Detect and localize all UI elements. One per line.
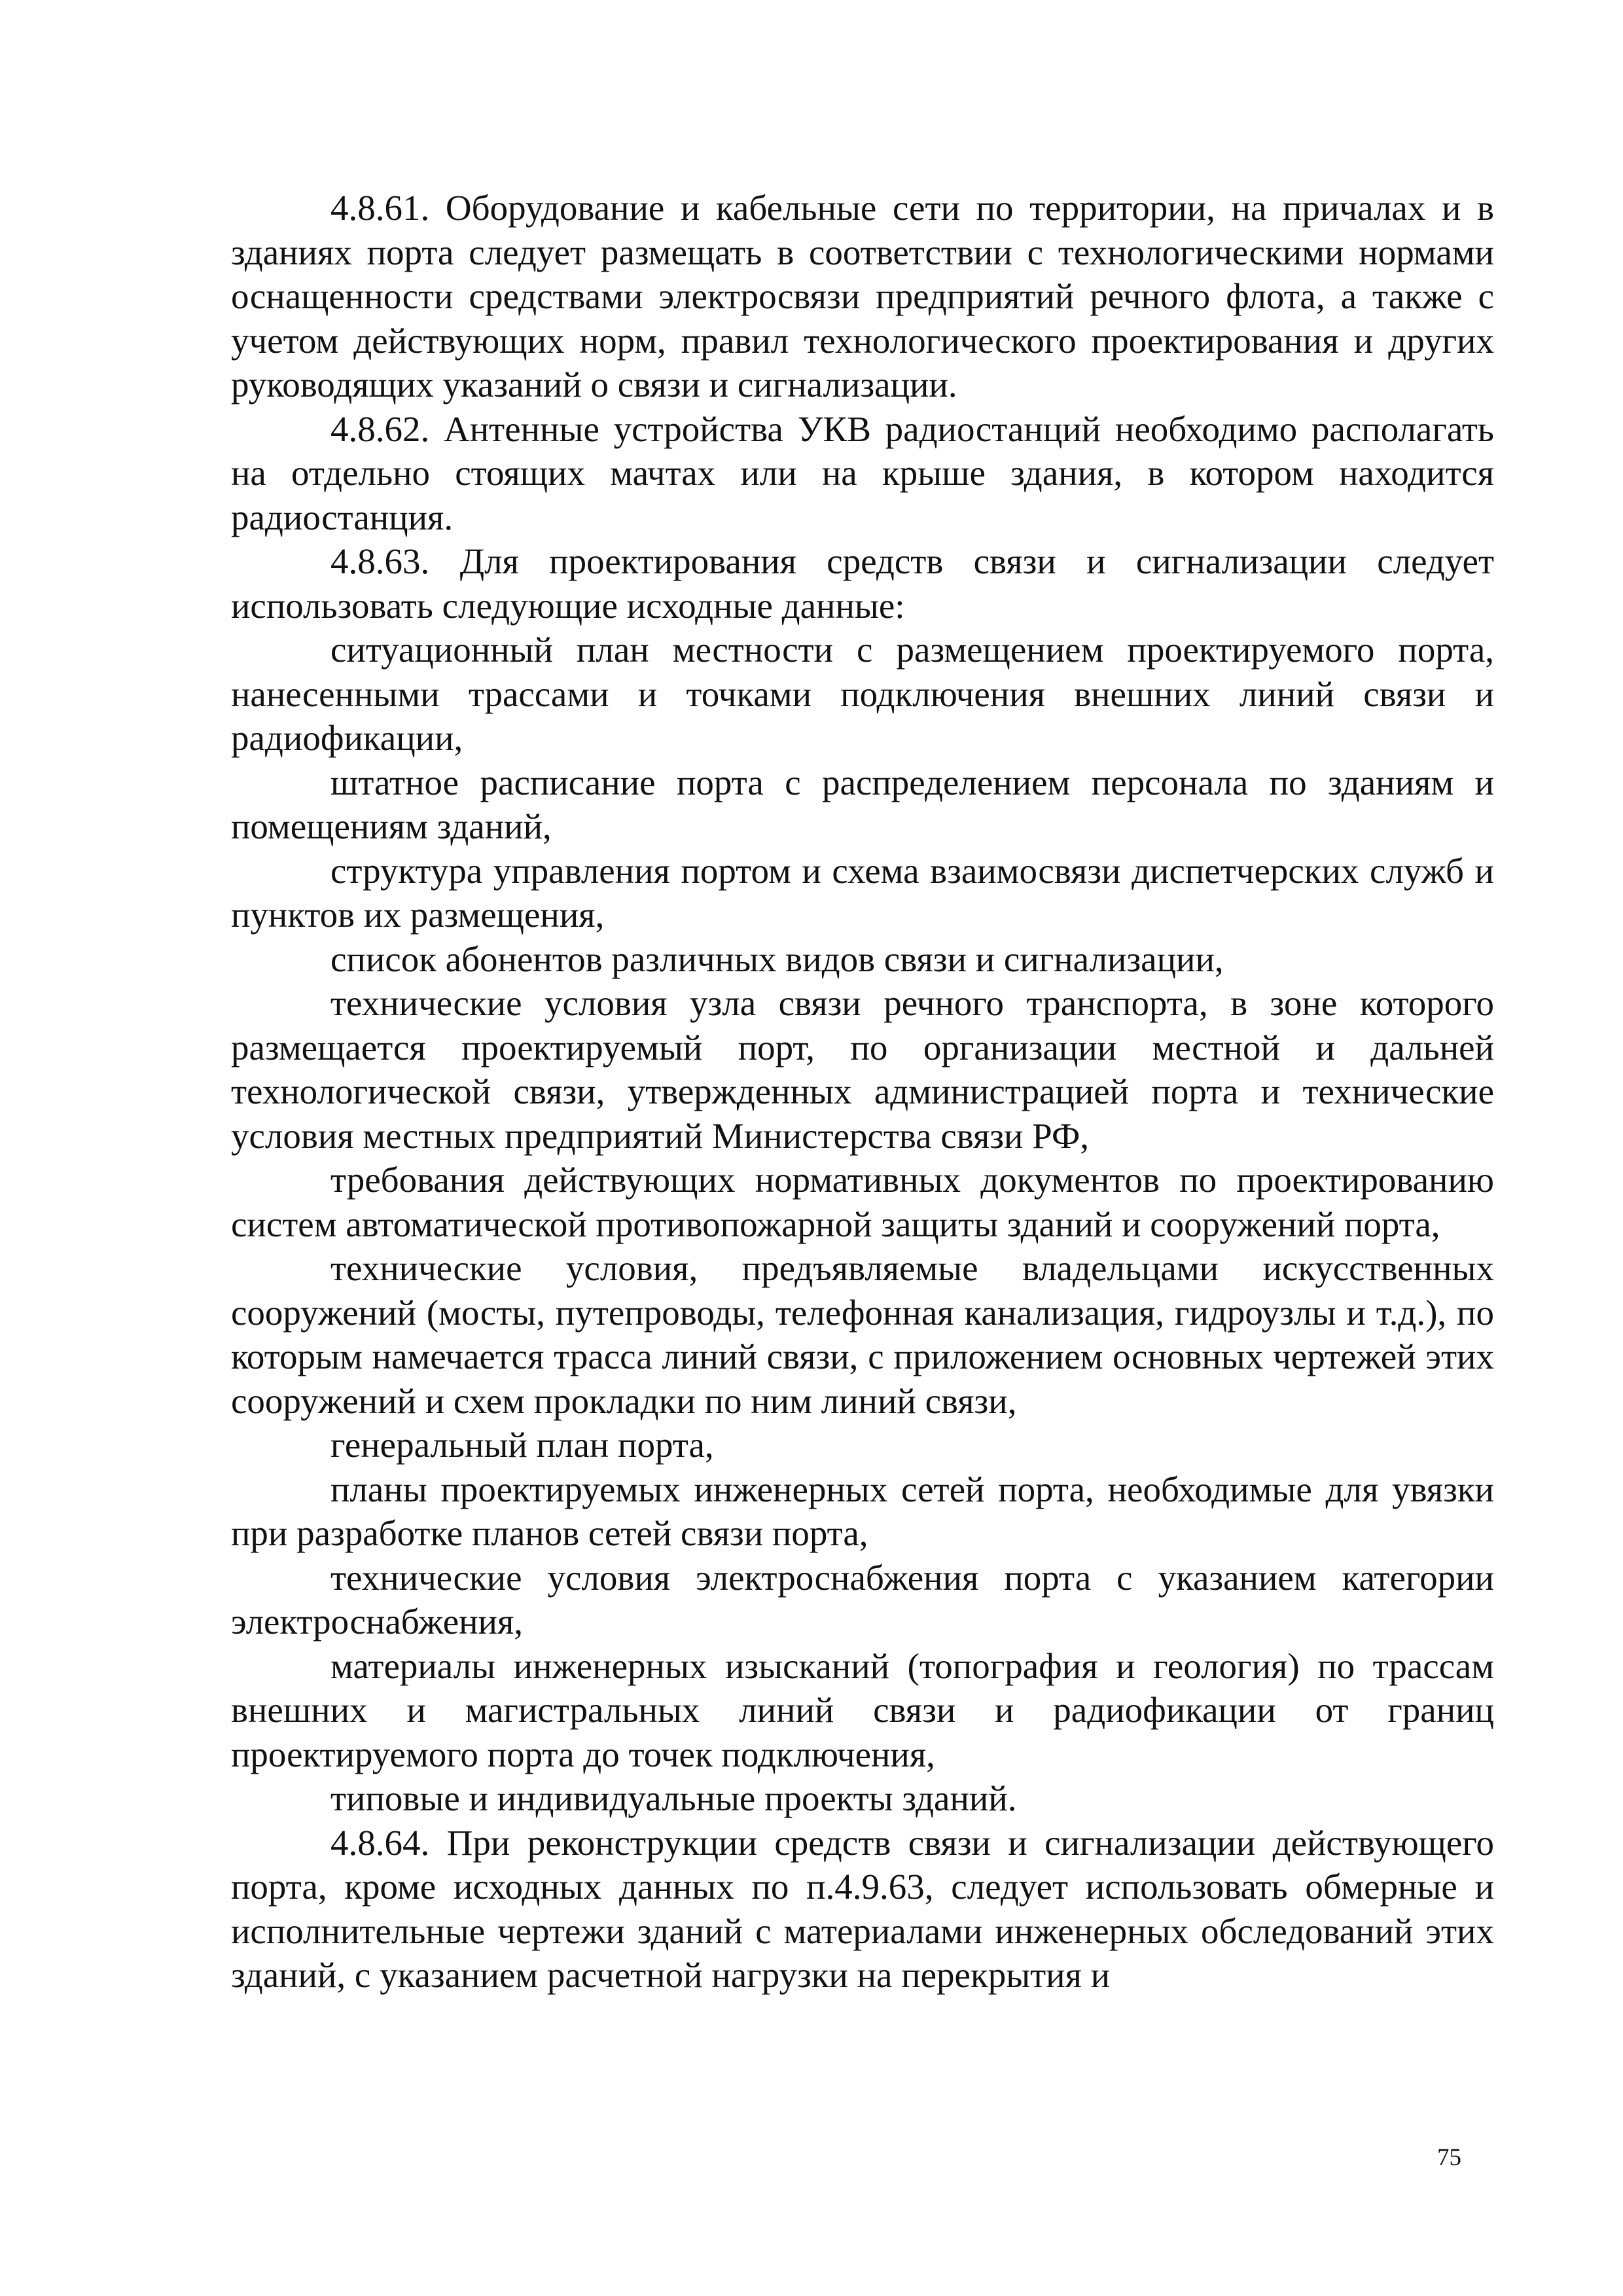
list-item-management-structure: структура управления портом и схема взаимосвязи диспетчерских служб и пунктов их размещения, (231, 850, 1494, 935)
page-number: 75 (1437, 2144, 1461, 2171)
document-page (231, 186, 1494, 1998)
list-item-engineering-networks-plans: планы проектируемых инженерных сетей порта, необходимые для увязки при разработке планов сетей связи порта, (231, 1469, 1494, 1553)
list-item-situational-plan: ситуационный план местности с размещением проектируемого порта, нанесенными трассами и точками подключения внешних линий связи и радиофикации, (231, 630, 1494, 758)
clause-4-8-63: 4.8.63. Для проектирования средств связи и сигнализации следует использовать следующие исходные данные: (231, 541, 1494, 626)
list-item-tech-conditions-node: технические условия узла связи речного транспорта, в зоне которого размещается проектируемый порт, по организации местной и дальней технологической связи, утвержденных администрацией порта и технические условия местных предприятий Министерства связи РФ, (231, 983, 1494, 1156)
list-item-staff-schedule: штатное расписание порта с распределением персонала по зданиям и помещениям зданий, (231, 762, 1494, 846)
list-item-power-supply-conditions: технические условия электроснабжения порта с указанием категории электроснабжения, (231, 1557, 1494, 1641)
list-item-fire-protection-requirements: требования действующих нормативных документов по проектированию систем автоматической противопожарной защиты зданий и сооружений порта, (231, 1160, 1494, 1244)
list-item-general-plan: генеральный план порта, (330, 1425, 714, 1465)
clause-4-8-64: 4.8.64. При реконструкции средств связи и сигнализации действующего порта, кроме исходных данных по п.4.9.63, следует использовать обмерные и исполнительные чертежи зданий с материалами инженерных обследований этих зданий, с указанием расчетной нагрузки на перекрытия и (231, 1822, 1494, 1995)
clause-4-8-61: 4.8.61. Оборудование и кабельные сети по территории, на причалах и в зданиях порта следует размещать в соответствии с технологическими нормами оснащенности средствами электросвязи предприятий речного флота, а также с учетом действующих норм, правил технологического проектирования и других руководящих указаний о связи и сигнализации. (231, 188, 1494, 404)
clause-4-8-62: 4.8.62. Антенные устройства УКВ радиостанций необходимо располагать на отдельно стоящих мачтах или на крыше здания, в котором находится радиостанция. (231, 408, 1494, 537)
list-item-artificial-structures-conditions: технические условия, предъявляемые владельцами искусственных сооружений (мосты, путепроводы, телефонная канализация, гидроузлы и т.д.), по которым намечается трасса линий связи, с приложением основных чертежей этих сооружений и схем прокладки по ним линий связи, (231, 1248, 1494, 1421)
list-item-building-projects: типовые и индивидуальные проекты зданий. (330, 1778, 1017, 1818)
list-item-subscriber-list: список абонентов различных видов связи и сигнализации, (330, 939, 1224, 979)
list-item-survey-materials: материалы инженерных изысканий (топография и геология) по трассам внешних и магистральных линий связи и радиофикации от границ проектируемого порта до точек подключения, (231, 1645, 1494, 1774)
